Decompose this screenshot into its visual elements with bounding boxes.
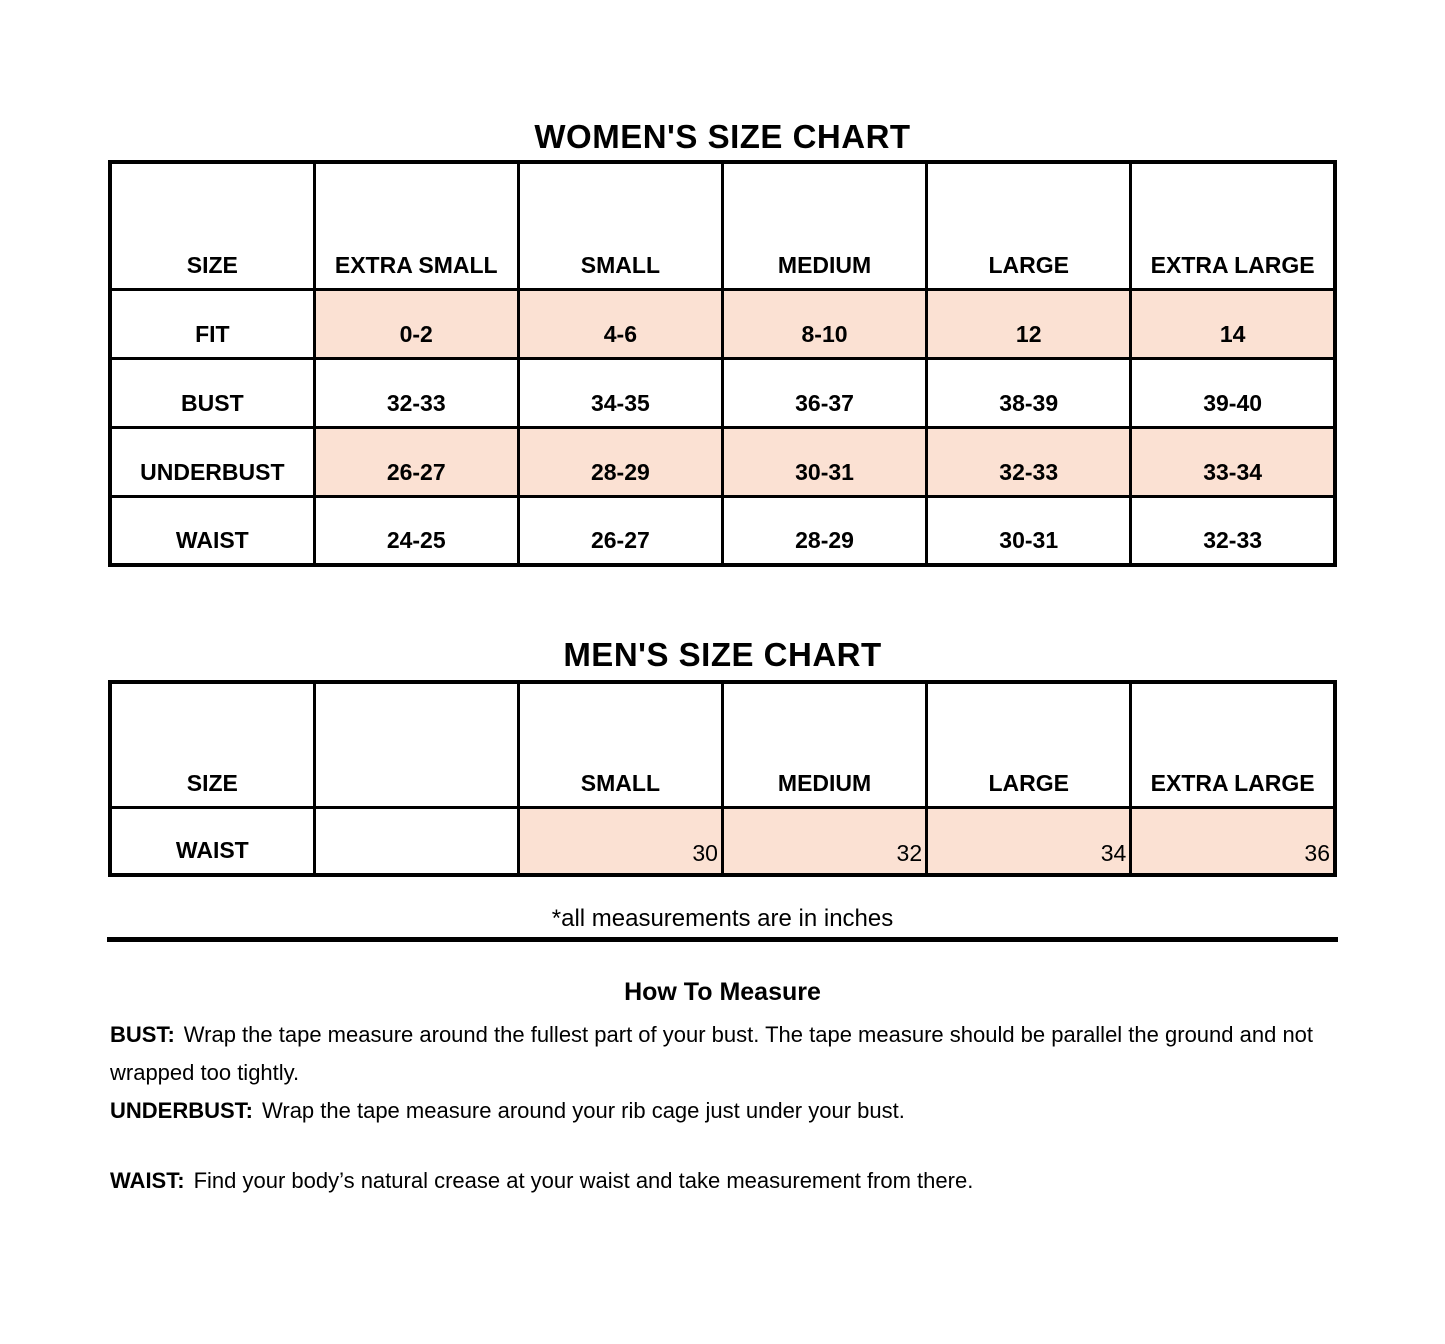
measure-description-waist: Find your body’s natural crease at your waist and take measurement from there. [193,1168,974,1193]
size-value-cell: 32 [722,807,926,875]
mens-size-table [108,680,1337,877]
column-header: EXTRA LARGE [1131,162,1335,289]
size-value-cell: 26-27 [518,496,722,565]
column-header: LARGE [927,682,1131,807]
measure-description-underbust: Wrap the tape measure around your rib cage just under your bust. [262,1098,905,1123]
size-value-cell: 0-2 [314,289,518,358]
size-value-cell: 12 [927,289,1131,358]
column-header: SMALL [518,162,722,289]
measurements-footnote: *all measurements are in inches [551,905,894,932]
size-value-cell: 32-33 [314,358,518,427]
measure-description-bust: Wrap the tape measure around the fullest part of your bust. The tape measure should be parallel the ground and not wrapped too tightly. [110,1022,1314,1085]
measure-term-waist: WAIST: [110,1168,185,1193]
measure-term-bust: BUST: [110,1022,175,1047]
row-label: BUST [110,358,314,427]
column-header: SIZE [110,682,314,807]
size-value-cell: 28-29 [518,427,722,496]
size-value-cell: 28-29 [722,496,926,565]
column-header: SIZE [110,162,314,289]
column-header: SMALL [518,682,722,807]
size-value-cell: 39-40 [1131,358,1335,427]
size-value-cell: 14 [1131,289,1335,358]
size-value-cell: 30 [518,807,722,875]
size-value-cell: 30-31 [927,496,1131,565]
size-value-cell: 4-6 [518,289,722,358]
size-value-cell: 32-33 [927,427,1131,496]
size-value-cell: 38-39 [927,358,1131,427]
column-header: LARGE [927,162,1131,289]
column-header: EXTRA SMALL [314,162,518,289]
size-value-cell: 32-33 [1131,496,1335,565]
column-header: EXTRA LARGE [1131,682,1335,807]
row-label: FIT [110,289,314,358]
mens-chart-title: MEN'S SIZE CHART [563,636,882,673]
column-header: MEDIUM [722,162,926,289]
womens-chart-title: WOMEN'S SIZE CHART [534,118,911,155]
measure-instruction-bust [110,1016,1325,1092]
how-to-measure-heading: How To Measure [624,978,821,1006]
divider-rule [107,937,1338,942]
size-value-cell: 34-35 [518,358,722,427]
row-label: UNDERBUST [110,427,314,496]
row-label: WAIST [110,807,314,875]
size-value-cell: 26-27 [314,427,518,496]
womens-size-table [108,160,1337,567]
column-header [314,682,518,807]
size-value-cell: 36 [1131,807,1335,875]
measure-instruction-underbust [110,1092,1325,1130]
row-label: WAIST [110,496,314,565]
size-value-cell: 34 [927,807,1131,875]
measure-instruction-waist [110,1162,1325,1200]
size-value-cell: 24-25 [314,496,518,565]
measure-term-underbust: UNDERBUST: [110,1098,253,1123]
column-header: MEDIUM [722,682,926,807]
size-value-cell [314,807,518,875]
size-value-cell: 8-10 [722,289,926,358]
size-value-cell: 30-31 [722,427,926,496]
size-value-cell: 36-37 [722,358,926,427]
size-value-cell: 33-34 [1131,427,1335,496]
